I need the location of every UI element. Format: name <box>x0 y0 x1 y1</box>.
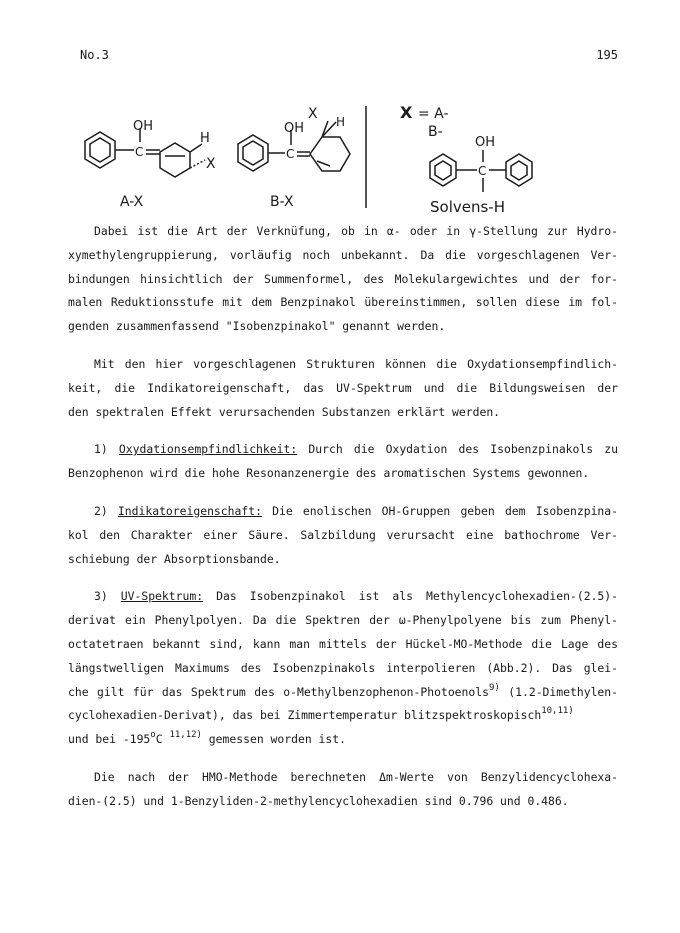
structure-figure <box>60 96 620 226</box>
text-line: keit, die Indikatoreigenschaft, das UV-Spektrum und die Bildungsweisen der <box>68 380 618 395</box>
paragraph-oxydationsempfindlichkeit <box>68 438 618 486</box>
text-line: dien-(2.5) und 1-Benzyliden-2-methylencyclohexadien sind 0.796 und 0.486. <box>68 793 569 808</box>
term-oxydationsempfindlichkeit: Oxydationsempfindlichkeit: <box>118 442 298 457</box>
text-run: gemessen worden ist. <box>201 732 346 747</box>
text-line: Die nach der HMO-Methode berechneten Δm-Werte von Benzylidencyclohexa- <box>94 769 618 784</box>
text-line: bindungen hinsichtlich der Summenformel, des Molekulargewichtes und der for- <box>68 271 618 286</box>
text-line: genden zusammenfassend "Isobenzpinakol" genannt werden. <box>68 319 446 334</box>
text-line <box>68 681 618 705</box>
a-x-label: X <box>206 156 216 172</box>
text-line: xymethylengruppierung, vorläufig noch unbekannt. Da die vorgeschlagenen Ver- <box>68 247 618 262</box>
text-line: den spektralen Effekt verursachenden Substanzen erklärt werden. <box>68 404 501 419</box>
text-line: malen Reduktionsstufe mit dem Benzpinakol übereinstimmen, sollen diese im fol- <box>68 295 618 310</box>
a-oh-label: OH <box>133 119 154 134</box>
paragraph-2 <box>68 353 618 424</box>
paragraph-indikatoreigenschaft <box>68 500 618 571</box>
b-h-label: H <box>336 115 346 129</box>
item-number: 2) <box>94 503 108 518</box>
text-line: längstwelligen Maximums des Isobenzpinakols interpolieren (Abb.2). Das glei- <box>68 660 618 675</box>
text-line: kol den Charakter einer Säure. Salzbildung verursacht eine bathochrome Ver- <box>68 527 618 542</box>
text-line <box>68 585 618 609</box>
b-c-label: C <box>286 147 295 161</box>
paragraph-uv-spektrum <box>68 585 618 752</box>
text-run: Das Isobenzpinakol ist als Methylencyclohexadien-(2.5)- <box>203 589 618 604</box>
structure-a-x <box>85 128 205 177</box>
reference-9: 9) <box>488 682 500 693</box>
text-line: schiebung der Absorptionsbande. <box>68 551 281 566</box>
text-line: derivat ein Phenylpolyen. Da die Spektren der ω-Phenylpolyene bis zum Phenyl- <box>68 613 618 628</box>
text-run: che gilt für das Spektrum des o-Methylbenzophenon-Photoenols <box>68 684 489 699</box>
item-number: 3) <box>94 589 108 604</box>
degree-sign: o <box>150 730 156 741</box>
text-run: und bei -195 <box>68 732 151 747</box>
legend-x-symbol: X <box>400 103 413 122</box>
paragraph-1 <box>68 220 618 339</box>
item-number: 1) <box>94 442 108 457</box>
legend-equals-a: = A- <box>418 106 449 122</box>
text-line: Dabei ist die Art der Verknüfung, ob in α- oder in γ-Stellung zur Hydro- <box>94 224 618 238</box>
solvens-c-label: C <box>478 164 487 178</box>
running-head-journal: No.3 <box>80 48 109 62</box>
b-oh-label: OH <box>284 121 305 136</box>
a-c-label: C <box>135 145 144 159</box>
legend-b: B- <box>428 124 443 140</box>
text-run: C <box>155 732 170 747</box>
text-line: octatetraen bekannt sind, kann man mittels der Hückel-MO-Methode die Lage des <box>68 636 618 651</box>
term-indikatoreigenschaft: Indikatoreigenschaft: <box>117 503 262 518</box>
text-run: Die enolischen OH-Gruppen geben dem Isobenzpina- <box>261 503 619 518</box>
reference-10-11: 10,11) <box>541 706 574 717</box>
solvens-oh-label: OH <box>475 135 496 150</box>
b-x-label: X <box>308 106 318 122</box>
page-number: 195 <box>596 48 618 62</box>
text-line <box>68 438 618 462</box>
text-run: (1.2-Dimethylen- <box>499 684 618 699</box>
text-line <box>68 704 618 728</box>
reference-11-12: 11,12) <box>169 730 202 741</box>
text-line: Benzophenon wird die hohe Resonanzenergie des aromatischen Systems gewonnen. <box>68 466 590 481</box>
text-line <box>68 500 618 524</box>
paragraph-hmo <box>68 766 618 814</box>
text-run: Durch die Oxydation des Isobenzpinakols zu <box>297 442 619 457</box>
text-line <box>68 728 618 752</box>
structures-svg <box>60 96 620 226</box>
caption-a-x: A-X <box>120 194 144 210</box>
text-run: cyclohexadien-Derivat), das bei Zimmertemperatur blitzspektroskopisch <box>68 708 542 723</box>
caption-solvens-h: Solvens-H <box>430 198 505 216</box>
a-h-label: H <box>200 131 210 146</box>
body-text <box>68 220 618 828</box>
caption-b-x: B-X <box>270 194 294 210</box>
term-uv-spektrum: UV-Spektrum: <box>120 589 204 604</box>
text-line: Mit den hier vorgeschlagenen Strukturen können die Oxydationsempfindlich- <box>94 356 618 371</box>
